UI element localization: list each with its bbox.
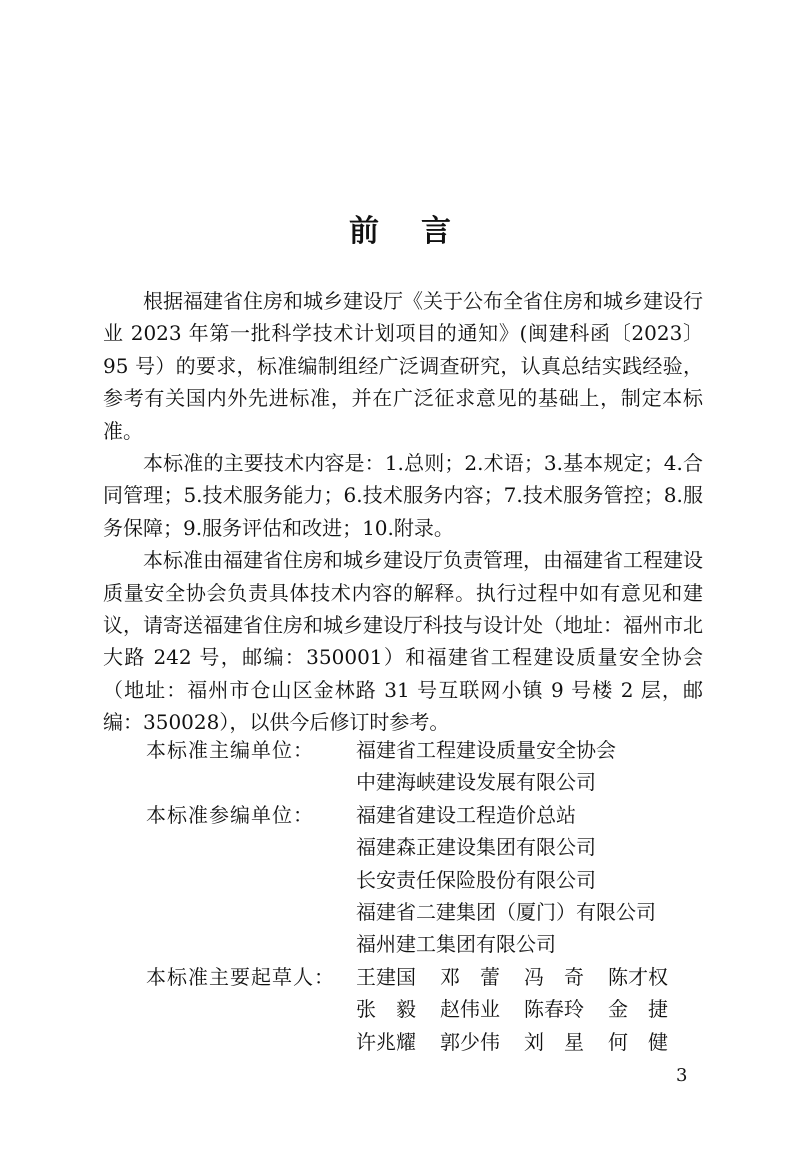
drafter-name: 郭少伟 — [440, 1029, 500, 1054]
drafters-line — [356, 961, 706, 993]
drafter-name: 张毅 — [356, 997, 436, 1022]
participating-units-row — [146, 799, 706, 961]
paragraph-2: 本标准的主要技术内容是：1.总则；2.术语；3.基本规定；4.合同管理；5.技术服务能力；6.技术服务内容；7.技术服务管控；8.服务保障；9.服务评估和改进；10.附录。 — [103, 451, 703, 540]
drafters-line — [356, 993, 706, 1025]
units-list — [146, 734, 706, 1058]
preface-body — [103, 285, 703, 739]
chief-units-row — [146, 734, 706, 799]
participating-unit-item: 长安责任保险股份有限公司 — [356, 867, 596, 892]
drafter-name: 许兆耀 — [356, 1029, 416, 1054]
participating-unit-item: 福建省二建集团（厦门）有限公司 — [356, 899, 656, 924]
drafter-name: 王建国 — [356, 964, 416, 989]
chief-unit-item: 福建省工程建设质量安全协会 — [356, 738, 616, 762]
drafter-name: 陈春玲 — [524, 997, 584, 1022]
chief-unit-item: 中建海峡建设发展有限公司 — [356, 770, 596, 795]
drafter-name: 邓蕾 — [440, 964, 520, 989]
participating-unit-item: 福建省建设工程造价总站 — [356, 802, 576, 827]
page-number: 3 — [676, 1065, 688, 1086]
page-title: 前言 — [349, 214, 493, 249]
paragraph-1: 根据福建省住房和城乡建设厅《关于公布全省住房和城乡建设行业 2023 年第一批科学技术计划项目的通知》(闽建科函〔2023〕95 号）的要求，标准编制组经广泛调查研究，认真总结实践经验，参考有关国内外先进标准，并在广泛征求意见的基础上，制定本标准。 — [103, 289, 703, 443]
participating-unit-item: 福州建工集团有限公司 — [356, 932, 556, 957]
drafter-name: 金捷 — [608, 997, 688, 1022]
paragraph-3: 本标准由福建省住房和城乡建设厅负责管理，由福建省工程建设质量安全协会负责具体技术内容的解释。执行过程中如有意见和建议，请寄送福建省住房和城乡建设厅科技与设计处（地址：福州市北大路 242 号，邮编：350001）和福建省工程建设质量安全协会（地址：福州市仓山区金林路 31 号互联网小镇 9 号楼 2 层，邮编：350028），以供今后修订时参考。 — [103, 548, 703, 735]
participating-units-label: 本标准参编单位： — [146, 802, 314, 827]
drafter-name: 何健 — [608, 1029, 688, 1054]
participating-unit-item: 福建森正建设集团有限公司 — [356, 835, 596, 860]
drafter-name: 刘星 — [524, 1029, 604, 1054]
drafters-line — [356, 1026, 706, 1058]
drafters-row — [146, 961, 706, 1058]
drafter-name: 冯奇 — [524, 964, 604, 989]
chief-units-label: 本标准主编单位： — [146, 738, 314, 762]
drafter-name: 赵伟业 — [440, 997, 500, 1022]
drafter-name: 陈才权 — [608, 964, 668, 989]
drafters-label: 本标准主要起草人： — [146, 964, 335, 989]
